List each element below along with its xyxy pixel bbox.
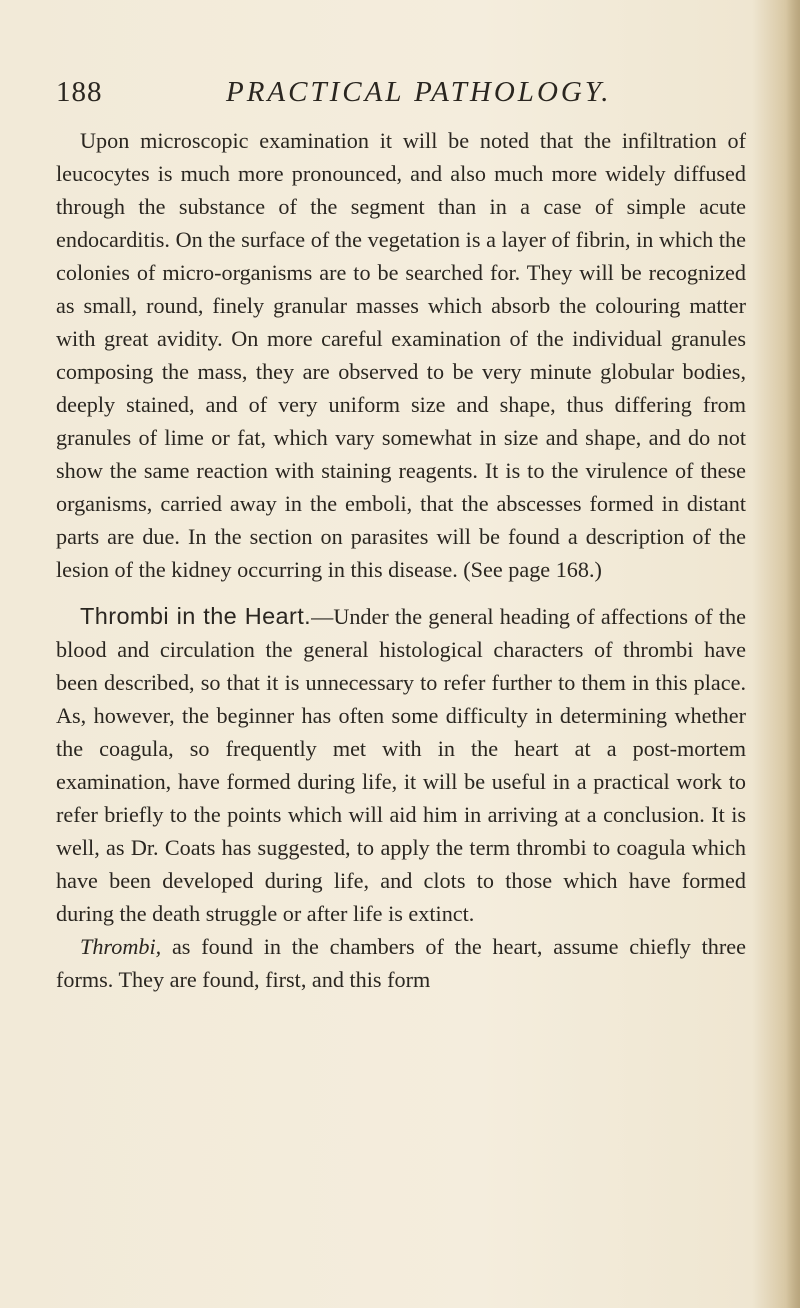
paragraph-thrombi-text: —Under the general heading of affections of the blood and circulation the general histological characters of thrombi have been described, so that it is unnecessary to refer further to them in this place. As, however, the beginner has often some difficulty in determining whether the coagula, so frequently met with in the heart at a post-mortem examination, have formed during life, it will be useful in a practical work to refer briefly to the points which will aid him in arriving at a conclusion. It is well, as Dr. Coats has suggested, to apply the term thrombi to coagula which have been developed during life, and clots to those which have formed during the death struggle or after life is extinct. — [56, 604, 746, 926]
paragraph-thrombi-forms-text: as found in the chambers of the heart, assume chiefly three forms. They are found, first, and this form — [56, 934, 746, 992]
italic-term-thrombi: Thrombi, — [80, 934, 162, 959]
page-number: 188 — [56, 76, 103, 108]
body-text — [56, 124, 746, 996]
page-edge-shadow — [786, 0, 800, 1308]
section-heading: Thrombi in the Heart. — [80, 603, 312, 629]
page-header — [56, 76, 746, 116]
paragraph-thrombi-forms — [56, 930, 746, 996]
paragraph-gap — [56, 586, 746, 600]
paragraph-thrombi-in-the-heart — [56, 600, 746, 930]
paragraph-microscopic-examination: Upon microscopic examination it will be noted that the infiltration of leucocytes is much more pronounced, and also much more widely diffused through the substance of the segment than in a case of simple acute endocarditis. On the surface of the vegetation is a layer of fibrin, in which the colonies of micro-organisms are to be searched for. They will be recognized as small, round, finely granular masses which absorb the colouring matter with great avidity. On more careful examination of the individual granules composing the mass, they are observed to be very minute globular bodies, deeply stained, and of very uniform size and shape, thus differing from granules of lime or fat, which vary somewhat in size and shape, and do not show the same reaction with staining reagents. It is to the virulence of these organisms, carried away in the emboli, that the abscesses formed in distant parts are due. In the section on parasites will be found a description of the lesion of the kidney occurring in this disease. (See page 168.) — [56, 128, 746, 582]
running-head: PRACTICAL PATHOLOGY. — [226, 76, 612, 108]
